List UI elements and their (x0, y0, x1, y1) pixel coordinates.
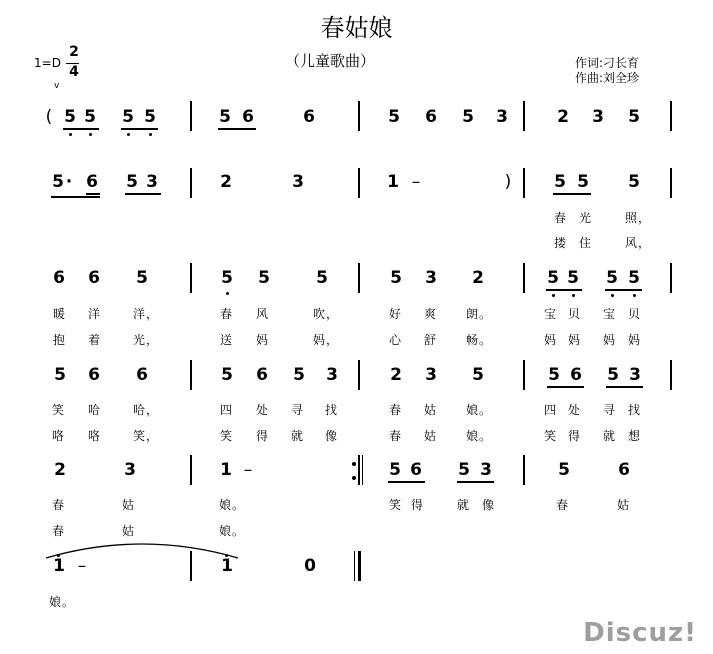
bar-line (190, 455, 192, 485)
lyric: 姑 (122, 498, 136, 512)
note: 2 (472, 268, 484, 288)
lyric: 吹， (313, 307, 340, 321)
repeat-dot (352, 476, 356, 480)
eighth-underline (457, 481, 494, 483)
lyric: 春 (52, 498, 66, 512)
lyric: 好 (389, 307, 403, 321)
bar-line (670, 263, 672, 293)
eighth-underline (553, 193, 591, 195)
note: 3 (146, 172, 158, 192)
lyric: 光 (579, 211, 593, 225)
note: 6 (242, 107, 254, 127)
bar-line (670, 360, 672, 390)
lyric: 笑， (133, 429, 160, 443)
lyric: 像 (482, 498, 496, 512)
note: 5 (548, 365, 560, 385)
note: 3 (326, 365, 338, 385)
lyric: 姑 (122, 524, 136, 538)
bar-line (190, 101, 192, 131)
lyric: 春 (220, 307, 234, 321)
low-octave-dot (149, 133, 152, 136)
low-octave-dot (611, 294, 614, 297)
note: 5 (52, 172, 64, 192)
lyric: 四 (544, 403, 558, 417)
note: 5 (126, 172, 138, 192)
bar-line (358, 101, 360, 131)
lyric: 春 (389, 429, 403, 443)
paren-close: ) (504, 172, 512, 192)
low-octave-dot (127, 133, 130, 136)
lyric: 搂 (554, 236, 568, 250)
bar-line (358, 263, 360, 293)
eighth-underline (605, 289, 642, 291)
lyric: 娘。 (466, 403, 493, 417)
lyric: 就 (457, 498, 471, 512)
lyric: 妈 (603, 333, 617, 347)
lyric: 像 (325, 429, 339, 443)
eighth-underline (63, 128, 99, 130)
final-thick-bar (358, 551, 361, 581)
note: 5 (462, 107, 474, 127)
lyricist-credit: 作词:刁长育 (575, 56, 640, 70)
note: 3 (425, 365, 437, 385)
note: 2 (220, 172, 232, 192)
lyric: 舒 (424, 333, 438, 347)
final-thin-bar (354, 551, 355, 581)
lyric: 风， (625, 236, 652, 250)
repeat-dot (352, 462, 356, 466)
repeat-thin-bar (362, 455, 363, 485)
lyric: 姑 (424, 403, 438, 417)
lyric: 朗。 (466, 307, 493, 321)
eighth-underline (546, 289, 582, 291)
bar-line (358, 360, 360, 390)
lyric: 洋， (133, 307, 160, 321)
paren-open: ( (45, 107, 53, 127)
note: 6 (88, 365, 100, 385)
lyric: 洋 (88, 307, 102, 321)
note: 1 (221, 556, 233, 576)
key-signature: 1=D (34, 56, 61, 70)
lyric: 四 (220, 403, 234, 417)
eighth-underline (125, 193, 161, 195)
dash: – (77, 556, 87, 576)
lyric: 处 (568, 403, 582, 417)
lyric: 娘。 (49, 595, 76, 609)
bar-line (190, 360, 192, 390)
lyric: 春 (556, 498, 570, 512)
low-octave-dot (572, 294, 575, 297)
low-octave-dot (89, 133, 92, 136)
lyric: 寻 (291, 403, 305, 417)
note: 5 (221, 365, 233, 385)
lyric: 抱 (53, 333, 67, 347)
bar-line (190, 551, 192, 581)
note: 5 (607, 365, 619, 385)
note: 0 (304, 556, 316, 576)
note: 5 (54, 365, 66, 385)
tie-slur (42, 538, 242, 562)
note: 5 (628, 268, 640, 288)
lyric: 畅。 (466, 333, 493, 347)
note: 6 (86, 172, 98, 192)
low-octave-dot (633, 294, 636, 297)
dash: – (411, 172, 421, 192)
eighth-underline (606, 386, 643, 388)
bar-line (358, 168, 360, 198)
lyric: 春 (52, 524, 66, 538)
lyric: 送 (220, 333, 234, 347)
note: 6 (303, 107, 315, 127)
lyric: 着 (88, 333, 102, 347)
dash: – (243, 460, 253, 480)
bar-line (190, 168, 192, 198)
lyric: 贝 (628, 307, 642, 321)
lyric: 哈 (88, 403, 102, 417)
note: 5 (472, 365, 484, 385)
eighth-underline (547, 386, 584, 388)
note: 5 (577, 172, 589, 192)
lyric: 得 (568, 429, 582, 443)
lyric: 宝 (544, 307, 558, 321)
low-octave-dot (69, 133, 72, 136)
lyric: 就 (603, 429, 617, 443)
note: 2 (557, 107, 569, 127)
lyric: 心 (389, 333, 403, 347)
note: 5 (258, 268, 270, 288)
song-title: 春姑娘 (320, 14, 393, 42)
lyric: 得 (411, 498, 425, 512)
time-sig-top: 2 (69, 44, 79, 60)
note: 5 (388, 107, 400, 127)
note: 3 (480, 460, 492, 480)
note: 3 (425, 268, 437, 288)
eighth-underline (388, 481, 425, 483)
lyric: 得 (256, 429, 270, 443)
note: 5 (390, 268, 402, 288)
note: 5 (221, 268, 233, 288)
note: 5 (567, 268, 579, 288)
low-octave-dot (552, 294, 555, 297)
lyric: 姑 (617, 498, 631, 512)
lyric: 妈 (628, 333, 642, 347)
note: 5 (458, 460, 470, 480)
note: 6 (618, 460, 630, 480)
lyric: 风 (256, 307, 270, 321)
eighth-underline (218, 128, 256, 130)
lyric: 咯 (52, 429, 66, 443)
note: 5 (64, 107, 76, 127)
note: 5 (84, 107, 96, 127)
note: 6 (410, 460, 422, 480)
bar-line (670, 168, 672, 198)
lyric: 娘。 (219, 498, 246, 512)
lyric: 笑 (389, 498, 403, 512)
lyric: 春 (389, 403, 403, 417)
lyric: 找 (325, 403, 339, 417)
lyric: 照， (625, 211, 652, 225)
note: 5 (606, 268, 618, 288)
lyric: 宝 (603, 307, 617, 321)
song-subtitle: （儿童歌曲） (284, 52, 375, 70)
low-octave-dot (226, 292, 229, 295)
note: 6 (136, 365, 148, 385)
note: 5 (144, 107, 156, 127)
note: 5 (558, 460, 570, 480)
lyric: 姑 (424, 429, 438, 443)
augmentation-dot: · (65, 172, 73, 192)
note: 6 (425, 107, 437, 127)
note: 6 (53, 268, 65, 288)
note: 5 (316, 268, 328, 288)
bar-line (190, 263, 192, 293)
note: 5 (547, 268, 559, 288)
lyric: 咯 (88, 429, 102, 443)
note: 5 (628, 107, 640, 127)
note: 6 (88, 268, 100, 288)
lyric: 妈， (313, 333, 340, 347)
time-sig-bottom: 4 (69, 64, 79, 80)
note: 5 (219, 107, 231, 127)
lyric: 哈， (133, 403, 160, 417)
watermark-logo: Discuz! (583, 618, 697, 648)
bar-line (523, 455, 525, 485)
lyric: 就 (291, 429, 305, 443)
sixteenth-underline (86, 193, 100, 195)
repeat-thick-bar (358, 455, 360, 485)
note: 1 (53, 556, 65, 576)
note: 5 (389, 460, 401, 480)
note: 3 (124, 460, 136, 480)
note: 3 (592, 107, 604, 127)
lyric: 找 (628, 403, 642, 417)
lyric: 处 (256, 403, 270, 417)
note: 3 (496, 107, 508, 127)
bar-line (523, 263, 525, 293)
lyric: 寻 (603, 403, 617, 417)
eighth-underline (51, 196, 100, 198)
accent-mark: v (54, 81, 60, 91)
lyric: 想 (628, 429, 642, 443)
lyric: 笑 (220, 429, 234, 443)
lyric: 笑 (52, 403, 66, 417)
lyric: 妈 (256, 333, 270, 347)
lyric: 爽 (424, 307, 438, 321)
note: 5 (136, 268, 148, 288)
note: 1 (220, 460, 232, 480)
composer-credit: 作曲:刘全珍 (575, 71, 640, 85)
note: 5 (122, 107, 134, 127)
lyric: 光， (133, 333, 160, 347)
lyric: 住 (579, 236, 593, 250)
note: 5 (628, 172, 640, 192)
lyric: 春 (554, 211, 568, 225)
note: 5 (554, 172, 566, 192)
bar-line (523, 360, 525, 390)
lyric: 娘。 (466, 429, 493, 443)
eighth-underline (121, 128, 158, 130)
note: 2 (390, 365, 402, 385)
note: 6 (256, 365, 268, 385)
bar-line (523, 101, 525, 131)
note: 3 (292, 172, 304, 192)
note: 5 (293, 365, 305, 385)
bar-line (670, 101, 672, 131)
note: 6 (570, 365, 582, 385)
note: 2 (54, 460, 66, 480)
lyric: 妈 (544, 333, 558, 347)
lyric: 笑 (544, 429, 558, 443)
bar-line (523, 168, 525, 198)
lyric: 娘。 (219, 524, 246, 538)
lyric: 暖 (53, 307, 67, 321)
note: 1 (387, 172, 399, 192)
lyric: 妈 (568, 333, 582, 347)
note: 3 (629, 365, 641, 385)
lyric: 贝 (568, 307, 582, 321)
